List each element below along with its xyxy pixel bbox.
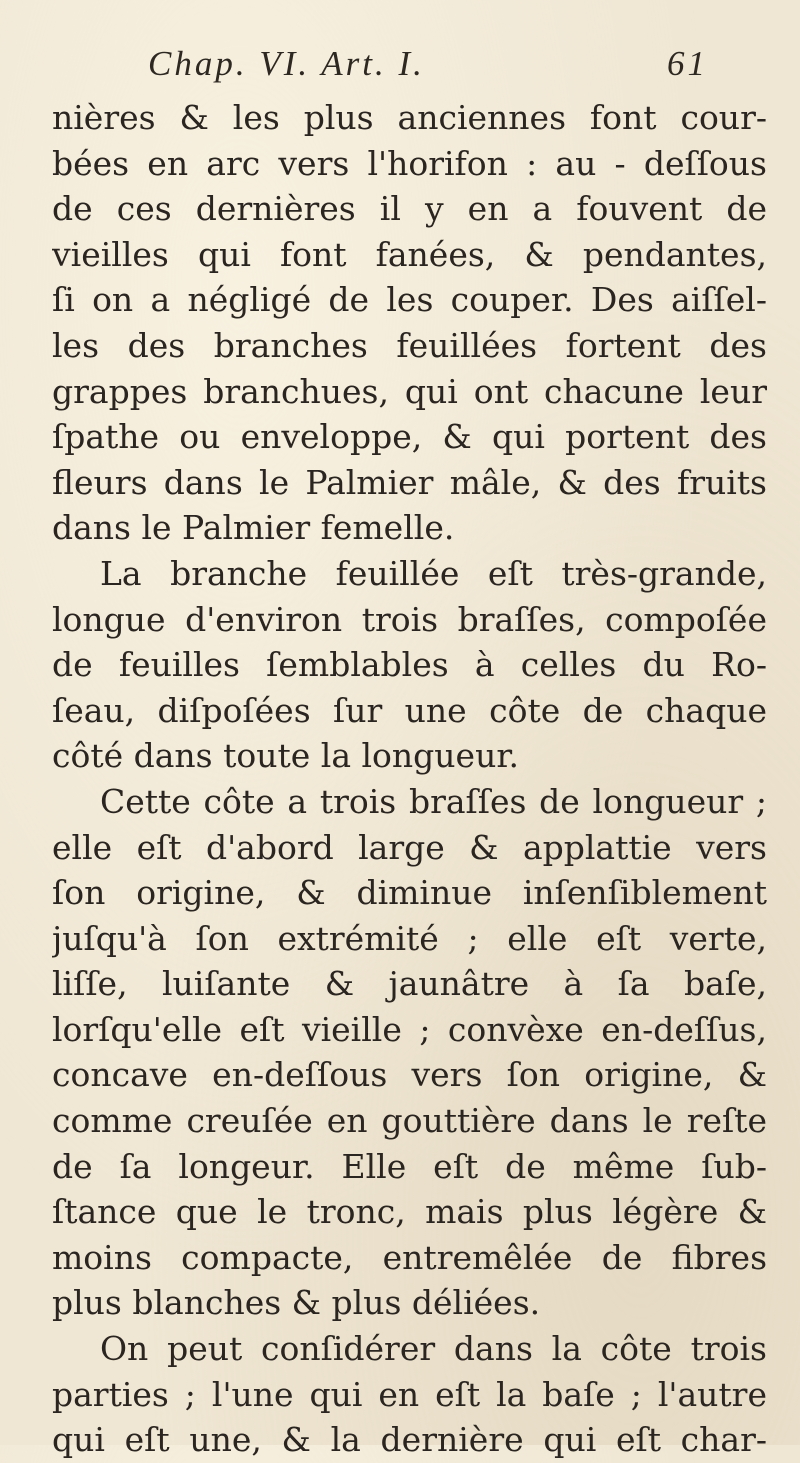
- text-line: longue d'environ trois braſſes, compoſée: [52, 599, 767, 639]
- text-line: ſi on a négligé de les couper. Des aiſſel-: [52, 280, 767, 320]
- text-line: plus blanches & plus déliées.: [52, 1283, 541, 1323]
- text-line: grappes branchues, qui ont chacune leur: [52, 371, 767, 411]
- text-line: côté dans toute la longueur.: [52, 736, 519, 776]
- text-line: de ſa longeur. Elle eſt de même ſub-: [52, 1146, 767, 1186]
- text-line: ſtance que le tronc, mais plus légère &: [52, 1192, 767, 1232]
- body-text: [52, 95, 767, 1463]
- text-line: La branche feuillée eſt très-grande,: [100, 553, 767, 593]
- text-line: ſon origine, & diminue inſenſiblement: [52, 873, 767, 913]
- text-line: On peut conſidérer dans la côte trois: [100, 1329, 767, 1369]
- text-line: Cette côte a trois braſſes de longueur ;: [100, 781, 767, 821]
- text-line: liſſe, luiſante & jaunâtre à ſa baſe,: [52, 964, 767, 1004]
- text-line: nières & les plus anciennes font cour-: [52, 98, 767, 137]
- text-line: comme creuſée en gouttière dans le reſte: [52, 1101, 767, 1141]
- text-line: fleurs dans le Palmier mâle, & des fruits: [52, 462, 767, 502]
- text-line: de feuilles ſemblables à celles du Ro-: [52, 645, 767, 685]
- text-line: juſqu'à ſon extrémité ; elle eſt verte,: [52, 918, 767, 958]
- text-line: ſpathe ou enveloppe, & qui portent des: [52, 417, 767, 457]
- text-line: bées en arc vers l'horifon : au - deſſous: [52, 143, 767, 183]
- text-line: concave en-deſſous vers ſon origine, &: [52, 1055, 767, 1095]
- text-line: dans le Palmier femelle.: [52, 508, 455, 548]
- running-head: [148, 44, 708, 92]
- text-line: les des branches feuillées fortent des: [52, 325, 767, 365]
- chapter-heading: Chap. VI. Art. I.: [148, 44, 425, 83]
- text-line: de ces dernières il y en a fouvent de: [52, 189, 767, 229]
- text-line: qui eſt une, & la dernière qui eſt char-: [52, 1420, 767, 1460]
- text-line: vieilles qui font fanées, & pendantes,: [52, 234, 767, 274]
- text-line: moins compacte, entremêlée de fibres: [52, 1237, 767, 1277]
- page-number: 61: [667, 44, 708, 83]
- text-line: parties ; l'une qui en eſt la baſe ; l'autre: [52, 1374, 767, 1414]
- text-line: ſeau, diſpoſées ſur une côte de chaque: [52, 690, 767, 730]
- text-line: elle eſt d'abord large & applattie vers: [52, 827, 767, 867]
- text-line: lorſqu'elle eſt vieille ; convèxe en-deſſus,: [52, 1009, 767, 1049]
